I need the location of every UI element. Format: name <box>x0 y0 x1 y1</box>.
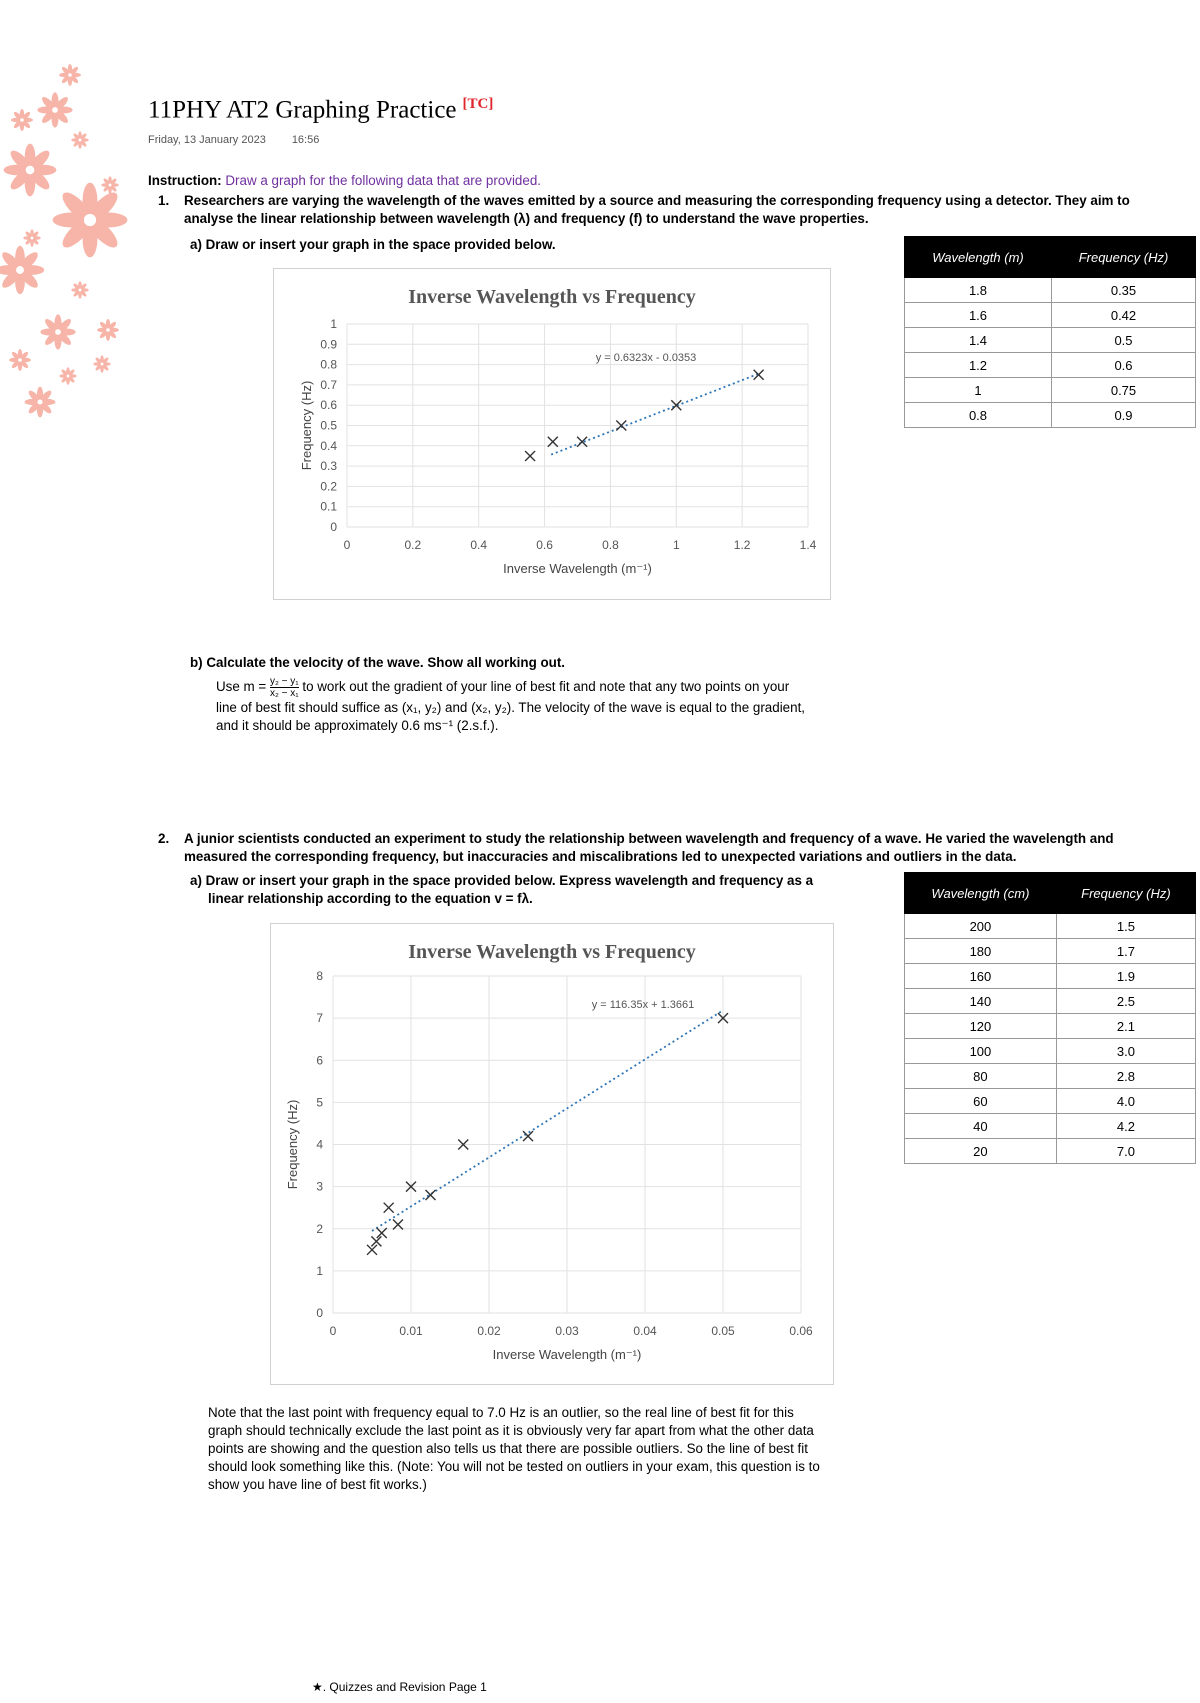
flower-icon <box>93 355 111 373</box>
q2-row <box>905 1139 1196 1164</box>
x-tick-label: 0.06 <box>789 1324 813 1338</box>
y-tick-label: 0.4 <box>320 438 337 453</box>
wavelength-cell: 100 <box>905 1039 1057 1064</box>
gradient-fraction: $\frac{\text{y₂ − y₁}}{\text{x₂ − x₁}}$ <box>269 676 299 699</box>
x-tick-label: 1.4 <box>799 538 817 552</box>
flower-icon <box>9 349 31 371</box>
wavelength-cell: 1 <box>905 378 1052 403</box>
q2-col-wavelength: Wavelength (cm) <box>905 873 1057 914</box>
data-point <box>548 437 558 447</box>
q2-row <box>905 1064 1196 1089</box>
frequency-cell: 0.42 <box>1052 303 1196 328</box>
y-tick-label: 0 <box>316 1306 323 1320</box>
q2-row <box>905 1014 1196 1039</box>
x-tick-label: 0.2 <box>404 538 422 552</box>
flower-decoration <box>0 60 140 470</box>
trendline-equation: y = 116.35x + 1.3661 <box>591 999 695 1011</box>
page-time: 16:56 <box>291 134 320 146</box>
flower-icon <box>0 246 44 294</box>
data-point <box>523 1131 533 1141</box>
wavelength-cell: 1.4 <box>905 328 1052 353</box>
flower-icon <box>97 319 119 341</box>
flower-icon <box>23 229 41 247</box>
page-footer: ★. Quizzes and Revision Page 1 <box>312 1680 487 1694</box>
y-tick-label: 0.5 <box>320 418 337 433</box>
y-tick-label: 2 <box>316 1221 323 1236</box>
wavelength-cell: 200 <box>905 914 1057 939</box>
frequency-cell: 4.0 <box>1056 1089 1195 1114</box>
q1-row <box>905 403 1196 428</box>
wavelength-cell: 0.8 <box>905 403 1052 428</box>
chart-title: Inverse Wavelength vs Frequency <box>408 286 696 308</box>
data-point <box>384 1203 394 1213</box>
frequency-cell: 7.0 <box>1056 1139 1195 1164</box>
y-tick-label: 0.9 <box>320 337 337 352</box>
q2-row <box>905 939 1196 964</box>
x-axis-label: Inverse Wavelength (m⁻¹) <box>503 561 652 576</box>
flower-icon <box>71 131 89 149</box>
q2-a-label: a) Draw or insert your graph in the space provided below. Express wavelength and frequency as a linear relationship according to the equation v = fλ. <box>190 873 814 906</box>
wavelength-cell: 1.8 <box>905 278 1052 303</box>
y-tick-label: 1 <box>330 317 337 331</box>
q1-chart <box>273 268 831 600</box>
y-axis-label: Frequency (Hz) <box>299 380 314 471</box>
x-tick-label: 0 <box>343 538 351 552</box>
flower-icon <box>25 387 56 418</box>
q1-a-label: a) Draw or insert your graph in the space provided below. <box>190 237 556 252</box>
q2-text: 2. A junior scientists conducted an experiment to study the relationship between wavelength and frequency of a wave. He varied the wavelength and measured the corresponding frequency, but inaccuracies and miscalibrations led to unexpected variations and outliers in the data. <box>158 831 1114 864</box>
wavelength-cell: 60 <box>905 1089 1057 1114</box>
y-tick-label: 0.2 <box>320 479 337 494</box>
q2-row <box>905 1089 1196 1114</box>
flower-icon <box>101 176 119 194</box>
data-point <box>377 1228 387 1238</box>
y-tick-label: 0.8 <box>320 357 337 372</box>
title-tag: [TC] <box>462 96 494 112</box>
data-point <box>393 1220 403 1230</box>
frequency-cell: 0.6 <box>1052 353 1196 378</box>
flower-icon <box>4 144 57 197</box>
q1-row <box>905 328 1196 353</box>
flower-icon <box>37 92 72 127</box>
y-tick-label: 4 <box>316 1137 323 1152</box>
instruction: Instruction: Draw a graph for the following data that are provided. <box>148 173 541 188</box>
page-title: 11PHY AT2 Graphing Practice [TC] <box>148 96 494 124</box>
x-tick-label: 0.8 <box>602 538 619 552</box>
frequency-cell: 1.5 <box>1056 914 1195 939</box>
wavelength-cell: 180 <box>905 939 1057 964</box>
q2-row <box>905 1114 1196 1139</box>
y-tick-label: 0.6 <box>320 398 337 413</box>
q2-row <box>905 914 1196 939</box>
frequency-cell: 4.2 <box>1056 1114 1195 1139</box>
y-tick-label: 1 <box>316 1263 323 1278</box>
x-tick-label: 0.6 <box>536 538 553 552</box>
flower-icon <box>71 281 89 299</box>
wavelength-cell: 80 <box>905 1064 1057 1089</box>
y-tick-label: 5 <box>316 1095 323 1110</box>
page-date: Friday, 13 January 2023 <box>148 134 266 146</box>
y-tick-label: 8 <box>316 969 323 983</box>
y-tick-label: 7 <box>316 1011 323 1026</box>
frequency-cell: 0.5 <box>1052 328 1196 353</box>
q1-row <box>905 378 1196 403</box>
x-tick-label: 0.4 <box>470 538 488 552</box>
flower-icon <box>59 367 77 385</box>
q1-data-table <box>904 236 1196 428</box>
frequency-cell: 0.35 <box>1052 278 1196 303</box>
wavelength-cell: 1.2 <box>905 353 1052 378</box>
frequency-cell: 2.8 <box>1056 1064 1195 1089</box>
q2-row <box>905 1039 1196 1064</box>
wavelength-cell: 1.6 <box>905 303 1052 328</box>
y-tick-label: 0 <box>330 520 337 534</box>
q2-data-table <box>904 872 1196 1164</box>
frequency-cell: 0.9 <box>1052 403 1196 428</box>
frequency-cell: 2.5 <box>1056 989 1195 1014</box>
wavelength-cell: 40 <box>905 1114 1057 1139</box>
y-tick-label: 3 <box>316 1179 323 1194</box>
frequency-cell: 0.75 <box>1052 378 1196 403</box>
x-tick-label: 1.2 <box>733 538 751 552</box>
q2-row <box>905 989 1196 1014</box>
x-axis-label: Inverse Wavelength (m⁻¹) <box>492 1347 642 1362</box>
data-point <box>754 370 764 380</box>
frequency-cell: 1.9 <box>1056 964 1195 989</box>
flower-icon <box>11 109 33 131</box>
chart-title: Inverse Wavelength vs Frequency <box>408 941 696 963</box>
x-tick-label: 1 <box>672 538 680 552</box>
trendline-equation: y = 0.6323x - 0.0353 <box>595 352 697 364</box>
y-tick-label: 6 <box>316 1053 323 1068</box>
y-tick-label: 0.3 <box>320 459 337 474</box>
q1-row <box>905 353 1196 378</box>
frequency-cell: 2.1 <box>1056 1014 1195 1039</box>
q2-row <box>905 964 1196 989</box>
data-point <box>426 1190 436 1200</box>
x-tick-label: 0.04 <box>633 1324 657 1338</box>
q1-col-wavelength: Wavelength (m) <box>905 237 1052 278</box>
q1-b-working: Use m = $\frac{\text{y₂ − y₁}}{\text{x₂ − x₁}}$ to work out the gradient of your line of best fit and note that any two points on your line of best fit should suffice as (x₁, y₂) and (x₂, y₂). The velocity of the wave is equal to the gradient, and it should be approximately 0.6 ms⁻¹ (2.s.f.). <box>216 676 806 733</box>
x-tick-label: 0.02 <box>477 1324 501 1338</box>
data-point <box>525 451 535 461</box>
q1-col-frequency: Frequency (Hz) <box>1052 237 1196 278</box>
y-axis-label: Frequency (Hz) <box>285 1099 300 1190</box>
wavelength-cell: 160 <box>905 964 1057 989</box>
q2-col-frequency: Frequency (Hz) <box>1056 873 1195 914</box>
x-tick-label: 0.05 <box>711 1324 735 1338</box>
wavelength-cell: 120 <box>905 1014 1057 1039</box>
q1-row <box>905 303 1196 328</box>
q2-note: Note that the last point with frequency equal to 7.0 Hz is an outlier, so the real line of best fit for this graph should technically exclude the last point as it is obviously very far apart from what the other data points are showing and the question also tells us that there are possible outliers. So the line of best fit should look something like this. (Note: You will not be tested on outliers in your exam, this question is to show you have line of best fit works.) <box>208 1405 820 1492</box>
x-tick-label: 0 <box>329 1324 337 1338</box>
q1-b-label: b) Calculate the velocity of the wave. Show all working out. <box>190 655 566 670</box>
trendline <box>372 1010 723 1231</box>
wavelength-cell: 20 <box>905 1139 1057 1164</box>
flower-icon <box>59 64 81 86</box>
flower-icon <box>53 183 128 258</box>
page-datetime <box>148 134 345 146</box>
q1-row <box>905 278 1196 303</box>
x-tick-label: 0.03 <box>555 1324 579 1338</box>
frequency-cell: 3.0 <box>1056 1039 1195 1064</box>
y-tick-label: 0.1 <box>320 499 337 514</box>
q2-chart <box>270 923 834 1385</box>
wavelength-cell: 140 <box>905 989 1057 1014</box>
q1-text: 1. Researchers are varying the wavelength of the waves emitted by a source and measuring the corresponding frequency using a detector. They aim to analyse the linear relationship between wavelength (λ) and frequency (f) to understand the wave properties. <box>158 193 1130 226</box>
x-tick-label: 0.01 <box>399 1324 423 1338</box>
y-tick-label: 0.7 <box>320 377 337 392</box>
frequency-cell: 1.7 <box>1056 939 1195 964</box>
flower-icon <box>40 314 75 349</box>
